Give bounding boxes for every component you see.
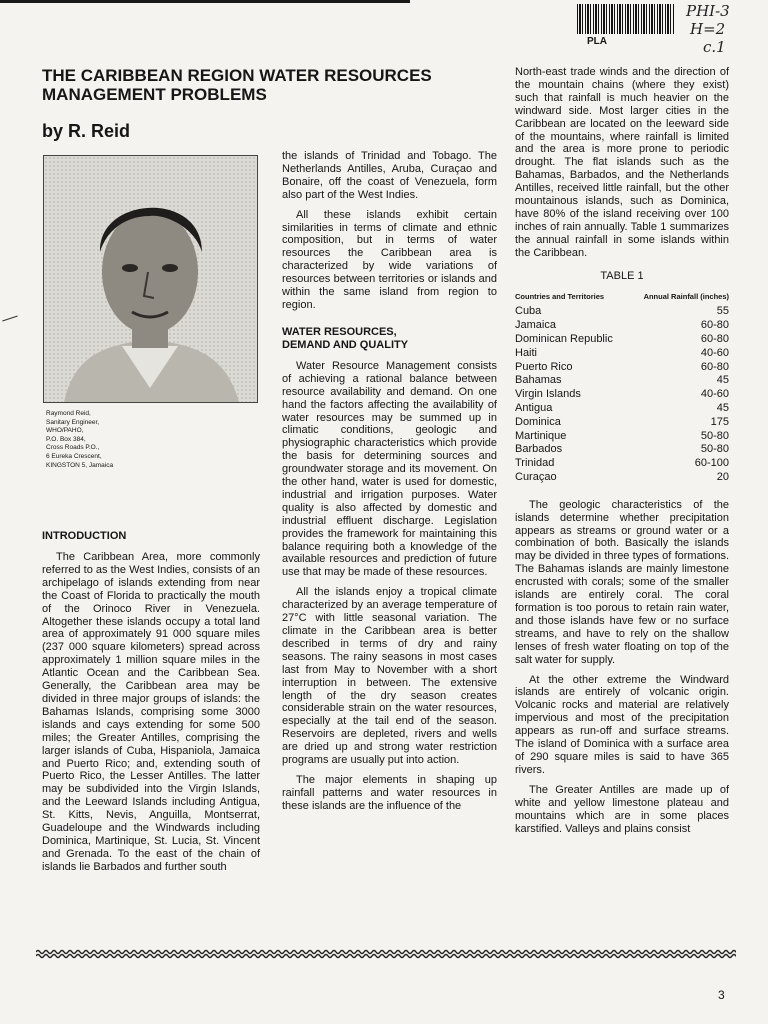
table-row [515, 430, 729, 444]
table-cell-country: Trinidad [515, 457, 555, 470]
table-cell-rainfall: 40-60 [700, 346, 729, 359]
table-row [515, 402, 729, 416]
table-cell-rainfall: 60-80 [700, 319, 729, 332]
paragraph: The geologic characteristics of the islands determine whether precipitation appears as streams or ground water or a combination of both. Basically the islands may be divided in three types of formations. The Bahamas islands are mainly limestone encrusted with corals; some of the smaller islands are entirely coral. The coral formation is too porous to retain rain water, and those islands have few or no surface streams, and have to rely on the shallow lenses of fresh water floating on top of the salt water for supply. [515, 498, 729, 666]
table-cell-country: Cuba [515, 305, 542, 318]
table-row [515, 416, 729, 430]
paragraph: The Caribbean Area, more commonly referred to as the West Indies, consists of an archipelago of islands extending from near the Coast of Florida to practically the mouth of the Orinoco River in Venezuela. Altogether these islands occupy a total land area of approximately 91 000 square miles (237 000 square kilometers) spread across approximately 1 million square miles in the Atlantic Ocean and the Caribbean Sea. Generally, the Caribbean area may be divided in three major groups of islands: the Bahamas Islands, comprising some 3000 islands and cays extending for some 500 miles; the Greater Antilles, comprising the larger islands of Cuba, Hispaniola, Jamaica and Puerto Rico; and, extending south of Puerto Rico, the Lesser Antilles. The latter may be subdivided into the Virgin Islands, and the Leeward Islands including Antigua, St. Kitts, Nevis, Anguilla, Montserrat, Guadeloupe and the Windwards including Dominica, Martinique, St. Lucia, St. Vincent and Grenada. To the east of the chain of islands lie Barbados and further south [42, 551, 260, 873]
table-cell-rainfall: 45 [716, 374, 729, 387]
paragraph: Water Resource Management consists of achieving a rational balance between resource availability and demand. On one hand the factors affecting the availability of water resources may be summed up in climatic conditions, geologic and physiographic characteristics which provide the basis for determining sources and groundwater storage and its movement. On the other hand, water is used for domestic, industrial and irrigation purposes. Water quality is also affected by domestic and industrial effluent discharge. Legislation provides the framework for maintaining this balance requiring both a knowledge of the available resources and prediction of future use that may be made of these resources. [282, 359, 497, 579]
table-cell-rainfall: 50-80 [700, 443, 729, 456]
portrait-illustration [44, 156, 257, 402]
paragraph: All the islands enjoy a tropical climate characterized by an average temperature of 27°C with little seasonal variation. The climate in the Caribbean area is better described in terms of dry and rainy seasons. The rainy seasons in most cases last from May to November with a short interruption in between. The extensive length of the dry season creates considerable strain on the water resources, especially at the tail end of the season. Reservoirs are depleted, rivers and wells are dried up and strong water restriction programs are usually put into action. [282, 586, 497, 767]
table-cell-country: Barbados [515, 443, 563, 456]
table-row [515, 471, 729, 485]
paragraph: At the other extreme the Windward islands are entirely of volcanic origin. Volcanic rocks and material are relatively impervious and most of the precipitation appears as run-off and surface streams. The island of Dominica with a surface area of 290 square miles is said to have 365 rivers. [515, 673, 729, 776]
paragraph: All these islands exhibit certain similarities in terms of climate and ethnic composition, but in terms of water resources the Caribbean area is characterized by wide variations of resources between territories or islands and within the same island from region to region. [282, 208, 497, 311]
author-byline: by R. Reid [42, 121, 131, 141]
table-cell-country: Jamaica [515, 319, 556, 332]
caption-line: 6 Eureka Crescent, [46, 452, 102, 460]
portrait-caption [46, 410, 113, 470]
caption-line: Cross Roads P.O., [46, 444, 100, 452]
table-cell-country: Puerto Rico [515, 360, 573, 373]
table-cell-rainfall: 60-80 [700, 360, 729, 373]
table-cell-country: Bahamas [515, 374, 562, 387]
table-cell-rainfall: 40-60 [700, 388, 729, 401]
heading-line: WATER RESOURCES, [282, 325, 397, 338]
table-cell-rainfall: 60-100 [694, 457, 729, 470]
author-portrait [43, 155, 258, 403]
table-cell-rainfall: 60-80 [700, 333, 729, 345]
table-cell-country: Dominican Republic [515, 333, 613, 345]
rainfall-table [515, 305, 729, 484]
column-2 [282, 150, 497, 820]
table-cell-rainfall: 45 [716, 401, 729, 414]
column-3 [515, 66, 729, 842]
table-cell-country: Martinique [515, 429, 567, 442]
caption-line: P.O. Box 384, [46, 435, 86, 443]
table-row [515, 347, 729, 361]
caption-line: KINGSTON 5, Jamaica [46, 461, 114, 469]
table-cell-rainfall: 55 [716, 305, 729, 318]
paragraph: The major elements in shaping up rainfall patterns and water resources in these islands are the influence of the [282, 773, 497, 812]
section-heading [282, 326, 497, 352]
table-row [515, 388, 729, 402]
table-cell-country: Haiti [515, 346, 538, 359]
table-cell-rainfall: 175 [710, 415, 729, 428]
paragraph: The Greater Antilles are made up of white and yellow limestone plateau and mountains which are in some places karstified. Valleys and plains consist [515, 783, 729, 835]
table-row [515, 333, 729, 347]
title-line: THE CARIBBEAN REGION WATER RESOURCES [42, 66, 432, 85]
table-row [515, 374, 729, 388]
caption-line: WHO/PAHO, [46, 427, 84, 435]
barcode [577, 4, 675, 34]
table-cell-country: Curaçao [515, 470, 557, 483]
paragraph: the islands of Trinidad and Tobago. The Netherlands Antilles, Aruba, Curaçao and Bonaire, off the coast of Venezuela, form also part of the West Indies. [282, 150, 497, 201]
paragraph: North-east trade winds and the direction of the mountain chains (where they exist) such that rainfall is much heavier on the windward side. Most larger cities in the Caribbean are located on the leeward side of the mountains, where rainfall is limited and the area is more prone to periodic drought. The flat islands such as the Bahamas, Barbados, and the Netherlands Antilles, received little rainfall, but the other mountainous islands, such as Dominica, have 80% of the island receiving over 100 inches of rain annually. Table 1 summarizes the annual rainfall in some islands within the Caribbean. [515, 66, 729, 259]
table-row [515, 457, 729, 471]
table-title: TABLE 1 [600, 269, 644, 282]
table-cell-country: Antigua [515, 401, 553, 414]
table-row [515, 319, 729, 333]
handwritten-note: H=2 [690, 20, 726, 38]
table-header-rainfall: Annual Rainfall (inches) [643, 291, 729, 301]
handwritten-note: c.1 [703, 38, 726, 56]
article-title [42, 66, 462, 104]
handwritten-note: PHI-3 [686, 2, 730, 20]
title-line: MANAGEMENT PROBLEMS [42, 85, 267, 104]
margin-mark [2, 316, 18, 322]
section-heading: INTRODUCTION [42, 530, 127, 542]
page-number: 3 [718, 988, 725, 1002]
caption-line: Raymond Reid, [46, 410, 91, 417]
table-header-country: Countries and Territories [515, 291, 605, 301]
top-rule [0, 0, 410, 3]
table-row [515, 443, 729, 457]
wavy-divider [36, 948, 736, 960]
table-cell-rainfall: 50-80 [700, 429, 729, 442]
column-1 [42, 530, 260, 881]
table-cell-country: Virgin Islands [515, 388, 581, 401]
caption-line: Sanitary Engineer, [46, 418, 100, 426]
heading-line: DEMAND AND QUALITY [282, 338, 409, 351]
table-row [515, 305, 729, 319]
table-header [515, 291, 729, 304]
table-row [515, 361, 729, 375]
table-cell-country: Dominica [515, 415, 561, 428]
table-cell-rainfall: 20 [716, 470, 729, 483]
barcode-label: PLA [587, 36, 607, 47]
